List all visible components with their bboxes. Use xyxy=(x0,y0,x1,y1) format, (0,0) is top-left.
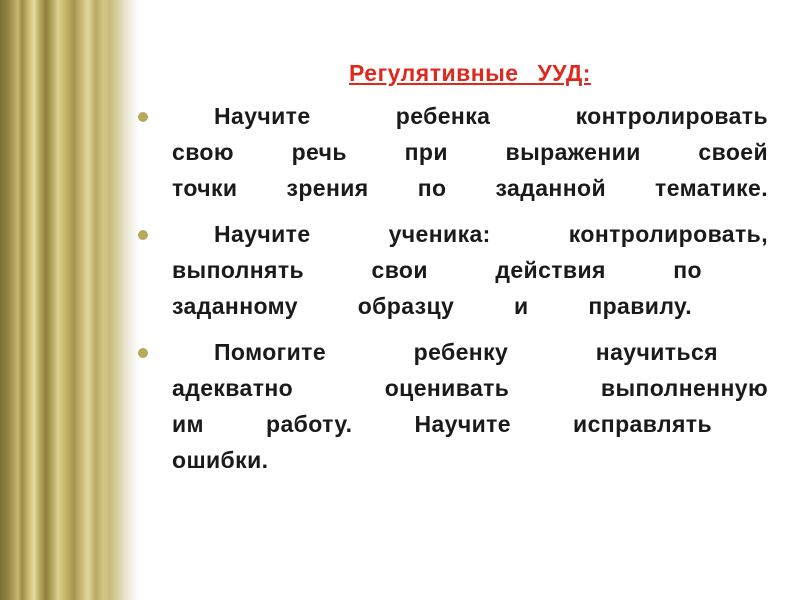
decorative-side-band xyxy=(0,0,140,600)
item-line: Помогите ребенку научиться xyxy=(214,339,718,365)
item-line: выполнять свои действия по xyxy=(172,257,702,283)
item-line: ошибки. xyxy=(172,447,269,473)
item-line: адекватно оценивать выполненную xyxy=(172,375,768,401)
item-line: Научите ученика: контролировать, xyxy=(214,221,768,247)
slide-content xyxy=(136,56,776,488)
item-line: Научите ребенка контролировать xyxy=(214,103,768,129)
bullet-dot-icon xyxy=(138,348,148,358)
bullet-dot-icon xyxy=(138,230,148,240)
list-item xyxy=(136,216,776,324)
item-line: им работу. Научите исправлять xyxy=(172,411,712,437)
item-line: точки зрения по заданной тематике. xyxy=(172,175,768,201)
list-item xyxy=(136,334,776,478)
item-line: заданному образцу и правилу. xyxy=(172,293,692,319)
item-line: свою речь при выражении своей xyxy=(172,139,768,165)
slide-title: Регулятивные УУД: xyxy=(349,60,591,86)
list-item xyxy=(136,98,776,206)
bullet-list xyxy=(136,98,776,478)
bullet-dot-icon xyxy=(138,112,148,122)
